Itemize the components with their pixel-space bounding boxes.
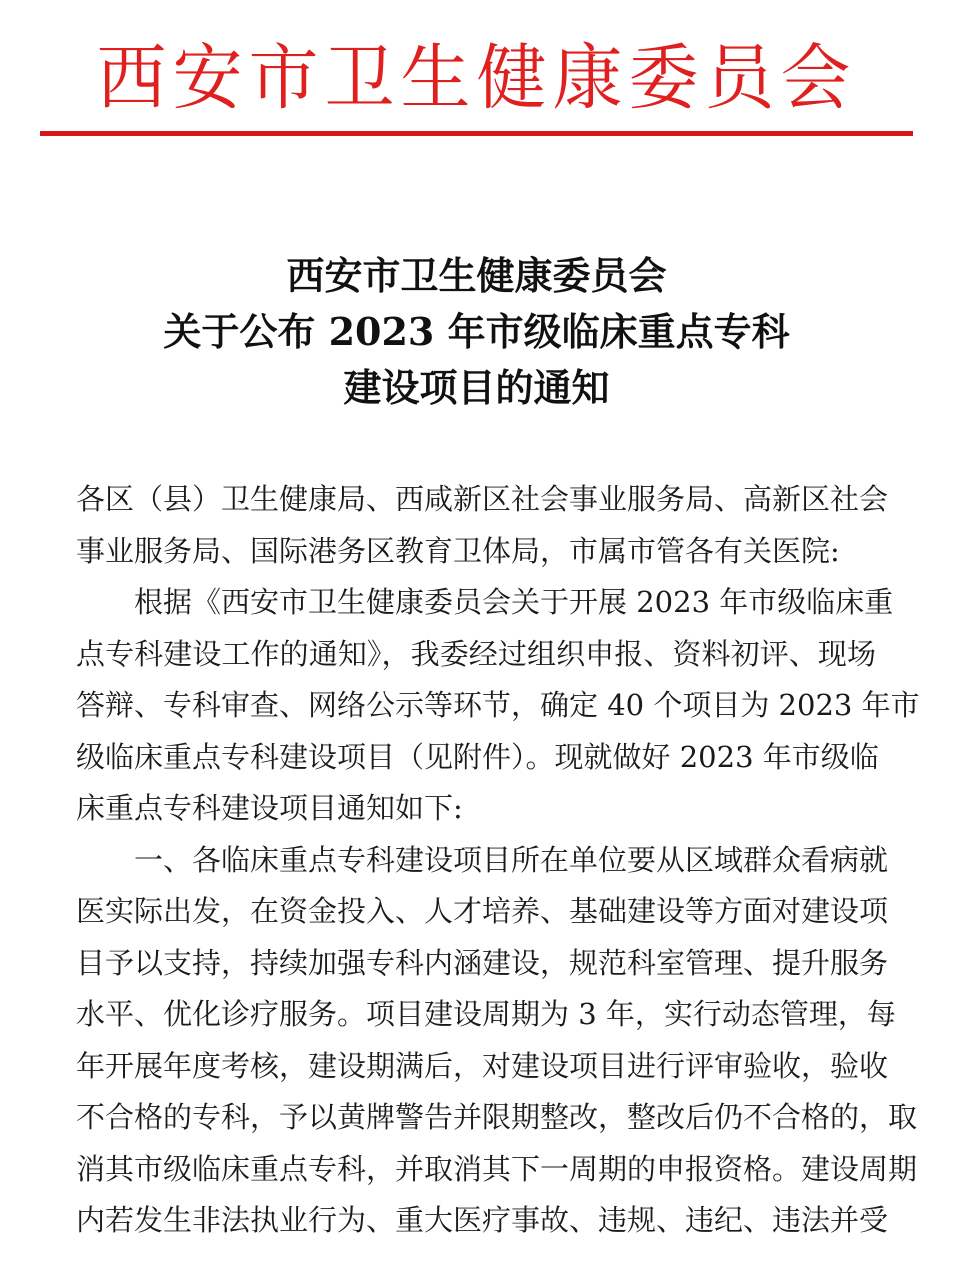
paragraph-line: 答辩、专科审查、网络公示等环节，确定 40 个项目为 2023 年市 [76,688,920,722]
addressee-line: 各区（县）卫生健康局、西咸新区社会事业服务局、高新区社会 [76,482,889,516]
paragraph-line: 根据《西安市卫生健康委员会关于开展 2023 年市级临床重 [134,585,894,619]
paragraph-line: 不合格的专科，予以黄牌警告并限期整改，整改后仍不合格的，取 [76,1100,918,1134]
paragraph-line: 消其市级临床重点专科，并取消其下一周期的申报资格。建设周期 [76,1151,918,1186]
addressee [76,474,889,577]
title-line-3: 建设项目的通知 [343,365,610,410]
paragraph-line: 点专科建设工作的通知》，我委经过组织申报、资料初评、现场 [76,636,876,671]
document-body [76,474,920,1247]
paragraph-1 [76,577,920,835]
letterhead-red-rule [40,131,913,136]
paragraph-line: 水平、优化诊疗服务。项目建设周期为 3 年，实行动态管理，每 [76,997,896,1031]
letterhead-org-name: 西安市卫生健康委员会 [96,36,857,120]
paragraph-line: 目予以支持，持续加强专科内涵建设，规范科室管理、提升服务 [76,945,889,980]
title-line-1: 西安市卫生健康委员会 [286,253,667,298]
document-title [0,248,953,416]
paragraph-line: 级临床重点专科建设项目（见附件）。现就做好 2023 年市级临 [76,739,879,774]
paragraph-line: 一、各临床重点专科建设项目所在单位要从区域群众看病就 [134,842,889,877]
paragraph-line: 医实际出发，在资金投入、人才培养、基础建设等方面对建设项 [76,894,889,928]
title-line-2: 关于公布 2023 年市级临床重点专科 [163,309,790,354]
addressee-line: 事业服务局、国际港务区教育卫体局，市属市管各有关医院: [76,533,840,568]
paragraph-line: 床重点专科建设项目通知如下: [76,791,463,825]
paragraph-line: 年开展年度考核，建设期满后，对建设项目进行评审验收，验收 [76,1048,889,1083]
paragraph-line: 内若发生非法执业行为、重大医疗事故、违规、违纪、违法并受 [76,1203,889,1237]
paragraph-2 [76,835,918,1247]
